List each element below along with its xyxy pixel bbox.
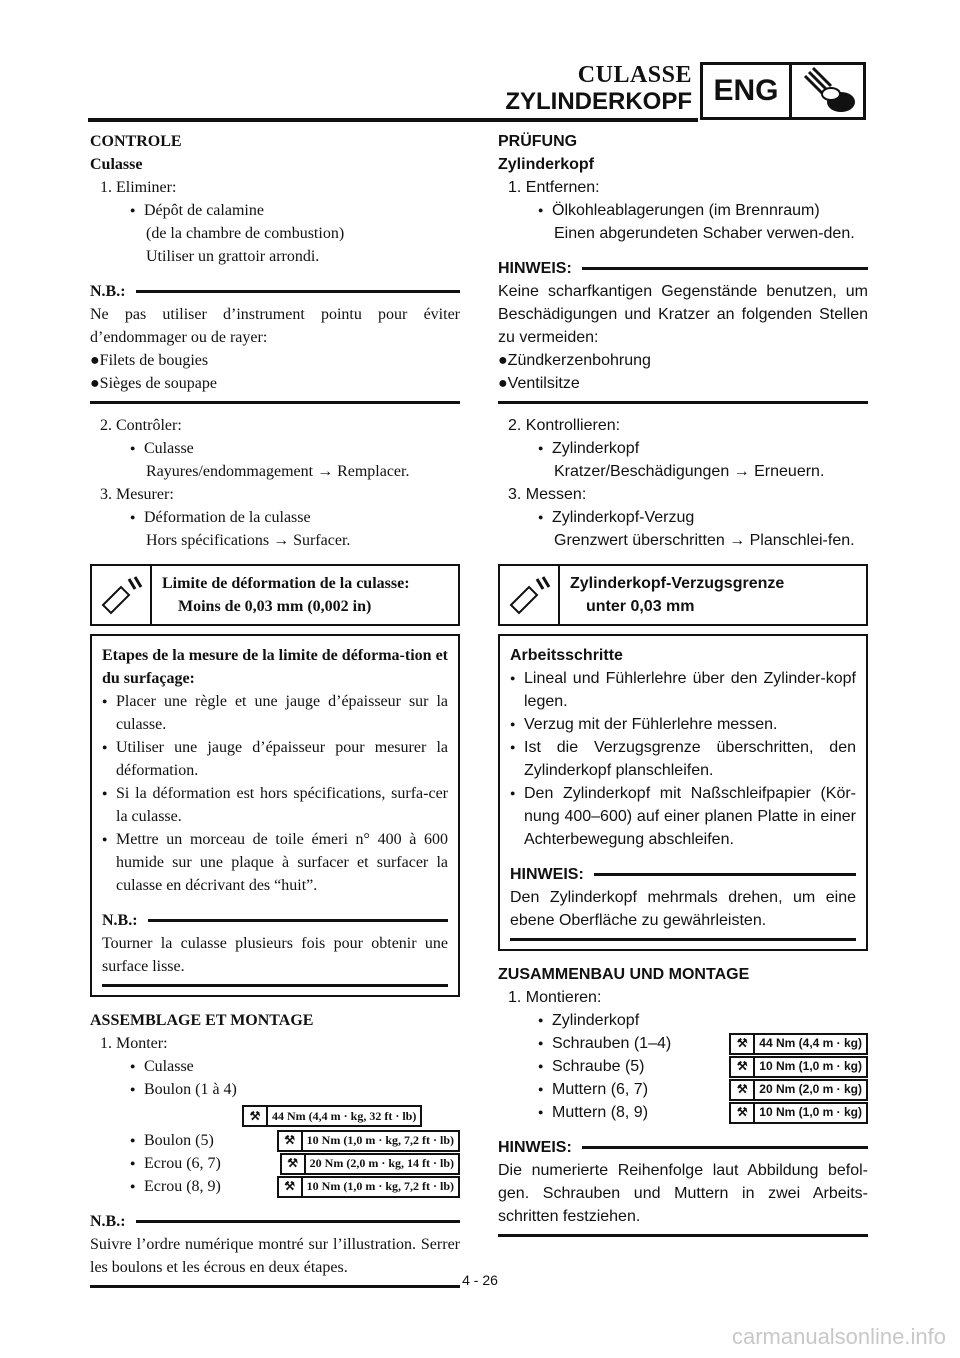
bullet-item: ● Culasse xyxy=(90,437,460,460)
spec-value: unter 0,03 mm xyxy=(586,598,695,615)
nb-bullet: ●Zündkerzenbohrung xyxy=(498,352,651,369)
bullet-item: ● Boulon (5) xyxy=(90,1129,277,1152)
torque-wrench-icon: ⚒ xyxy=(731,1058,755,1076)
note: Hors spécifications → Surfacer. xyxy=(146,532,351,549)
nb-text: Keine scharfkantigen Gegenstände benutzen, um Beschädigungen und Kratzer an folgenden Stellen zu vermeiden: xyxy=(498,283,868,346)
torque-spec: ⚒ 20 Nm (2,0 m · kg, 14 ft · lb) xyxy=(280,1153,460,1175)
section-label: ENG xyxy=(703,65,792,117)
header-title-de: ZYLINDERKOPF xyxy=(505,88,692,115)
header-title-fr: CULASSE xyxy=(577,62,692,88)
nb-rule xyxy=(90,401,460,404)
torque-row xyxy=(90,1129,460,1152)
section-badge xyxy=(700,62,866,120)
torque-wrench-icon: ⚒ xyxy=(279,1178,303,1196)
nb-text: Den Zylinderkopf mehrmals drehen, um eine ebene Oberfläche zu gewährleisten. xyxy=(510,889,856,929)
torque-wrench-icon: ⚒ xyxy=(279,1132,303,1150)
bullet-item: ● Dépôt de calamine xyxy=(90,199,460,222)
torque-spec: ⚒ 10 Nm (1,0 m · kg, 7,2 ft · lb) xyxy=(277,1130,460,1152)
torque-spec: ⚒ 10 Nm (1,0 m · kg, 7,2 ft · lb) xyxy=(277,1176,460,1198)
note: Kratzer/Beschädigungen → Erneuern. xyxy=(554,463,825,480)
nb-text: Suivre l’ordre numérique montré sur l’illustration. Serrer les boulons et les écrous en deux étapes. xyxy=(90,1236,460,1276)
nb-bullet: ●Sièges de soupape xyxy=(90,375,217,392)
note: (de la chambre de combustion) xyxy=(146,225,345,242)
bullet-item: ● Muttern (6, 7) xyxy=(498,1078,729,1101)
nb-text: Die numerierte Reihenfolge laut Abbildung befol-gen. Schrauben und Muttern in zwei Arbeits-schritten festziehen. xyxy=(498,1162,868,1225)
torque-row xyxy=(90,1105,460,1127)
note: Einen abgerundeten Schaber verwen-den. xyxy=(554,225,855,242)
torque-spec: ⚒ 44 Nm (4,4 m · kg, 32 ft · lb) xyxy=(242,1105,422,1127)
bullet-item: ● Déformation de la culasse xyxy=(90,506,460,529)
bullet-item: ● Zylinderkopf-Verzug xyxy=(498,506,868,529)
spec-box xyxy=(90,564,460,626)
bullet-item: ● Boulon (1 à 4) xyxy=(90,1078,460,1101)
nb-header: N.B.: xyxy=(90,1210,460,1233)
engine-gear-icon xyxy=(792,65,863,117)
procedure-title: Arbeitsschritte xyxy=(510,647,623,664)
spec-value: Moins de 0,03 mm (0,002 in) xyxy=(178,598,372,615)
torque-row xyxy=(498,1032,868,1055)
torque-row xyxy=(498,1055,868,1078)
torque-spec: ⚒ 10 Nm (1,0 m · kg) xyxy=(729,1056,868,1078)
step: 3. Mesurer: xyxy=(100,486,174,503)
step: 1. Entfernen: xyxy=(508,179,600,196)
step: 1. Eliminer: xyxy=(100,179,177,196)
procedure-bullet: ● Ist die Verzugsgrenze überschritten, den Zylinderkopf planschleifen. xyxy=(510,736,856,782)
bullet-item: ● Culasse xyxy=(90,1055,460,1078)
torque-wrench-icon: ⚒ xyxy=(731,1035,755,1053)
torque-wrench-icon: ⚒ xyxy=(731,1104,755,1122)
nb-text: Ne pas utiliser d’instrument pointu pour éviter d’endommager ou de rayer: xyxy=(90,306,460,346)
note: Utiliser un grattoir arrondi. xyxy=(146,248,320,265)
subheading: Culasse xyxy=(90,156,143,173)
heading: CONTROLE xyxy=(90,133,182,150)
procedure-box xyxy=(498,634,868,951)
limit-wrench-icon xyxy=(92,566,152,624)
bullet-item: ● Zylinderkopf xyxy=(498,1009,868,1032)
torque-wrench-icon: ⚒ xyxy=(282,1155,306,1173)
procedure-title: Etapes de la mesure de la limite de déforma-tion et du surfaçage: xyxy=(102,647,448,687)
step: 1. Monter: xyxy=(100,1035,168,1052)
bullet-item: ● Ecrou (6, 7) xyxy=(90,1152,280,1175)
nb-bullet: ●Ventilsitze xyxy=(498,375,580,392)
bullet-item: ● Schrauben (1–4) xyxy=(498,1032,729,1055)
procedure-bullet: ● Utiliser une jauge d’épaisseur pour mesurer la déformation. xyxy=(102,736,448,782)
procedure-bullet: ● Den Zylinderkopf mit Naßschleifpapier (Kör-nung 400–600) auf einer planen Platte in einer Achterbewegung abschleifen. xyxy=(510,782,856,851)
procedure-box xyxy=(90,634,460,997)
nb-header: N.B.: xyxy=(90,280,460,303)
nb-rule xyxy=(510,938,856,941)
torque-spec: ⚒ 10 Nm (1,0 m · kg) xyxy=(729,1102,868,1124)
nb-header: N.B.: xyxy=(102,909,448,932)
bullet-item: ● Zylinderkopf xyxy=(498,437,868,460)
spec-box xyxy=(498,564,868,626)
column-german xyxy=(498,130,868,1237)
spec-title: Zylinderkopf-Verzugsgrenze xyxy=(570,575,785,592)
bullet-item: ● Schraube (5) xyxy=(498,1055,729,1078)
watermark[interactable]: carmanualsonline.info xyxy=(731,1324,946,1349)
nb-header: HINWEIS: xyxy=(498,1136,868,1159)
procedure-bullet: ● Placer une règle et une jauge d’épaisseur sur la culasse. xyxy=(102,690,448,736)
page-number: 4 - 26 xyxy=(462,1272,498,1288)
torque-spec: ⚒ 20 Nm (2,0 m · kg) xyxy=(729,1079,868,1101)
assembly-heading: ASSEMBLAGE ET MONTAGE xyxy=(90,1012,314,1029)
nb-text: Tourner la culasse plusieurs fois pour obtenir une surface lisse. xyxy=(102,935,448,975)
note: Rayures/endommagement → Remplacer. xyxy=(146,463,410,480)
bullet-item: ● Muttern (8, 9) xyxy=(498,1101,729,1124)
nb-bullet: ●Filets de bougies xyxy=(90,352,209,369)
bullet-item: ● Ölkohleablagerungen (im Brennraum) xyxy=(498,199,868,222)
torque-row xyxy=(90,1152,460,1175)
step: 2. Kontrollieren: xyxy=(508,417,621,434)
subheading: Zylinderkopf xyxy=(498,156,595,173)
step: 3. Messen: xyxy=(508,486,587,503)
nb-rule xyxy=(498,1234,868,1237)
procedure-bullet: ● Lineal und Fühlerlehre über den Zylinder-kopf legen. xyxy=(510,667,856,713)
nb-header: HINWEIS: xyxy=(498,257,868,280)
step: 1. Montieren: xyxy=(508,989,602,1006)
nb-rule xyxy=(102,984,448,987)
nb-header: HINWEIS: xyxy=(510,863,856,886)
procedure-bullet: ● Mettre un morceau de toile émeri n° 400 à 600 humide sur une plaque à surfacer et surfacer la culasse en décrivant des “huit”. xyxy=(102,828,448,897)
spec-title: Limite de déformation de la culasse: xyxy=(162,575,410,592)
procedure-bullet: ● Verzug mit der Fühlerlehre messen. xyxy=(510,713,856,736)
torque-row xyxy=(498,1101,868,1124)
procedure-bullet: ● Si la déformation est hors spécifications, surfa-cer la culasse. xyxy=(102,782,448,828)
column-french xyxy=(90,130,460,1288)
torque-row xyxy=(90,1175,460,1198)
step: 2. Contrôler: xyxy=(100,417,182,434)
torque-row xyxy=(498,1078,868,1101)
nb-rule xyxy=(498,401,868,404)
limit-wrench-icon xyxy=(500,566,560,624)
note: Grenzwert überschritten → Planschlei-fen. xyxy=(554,532,855,549)
torque-wrench-icon: ⚒ xyxy=(731,1081,755,1099)
heading: PRÜFUNG xyxy=(498,133,578,150)
assembly-heading: ZUSAMMENBAU UND MONTAGE xyxy=(498,966,750,983)
bullet-item: ● Ecrou (8, 9) xyxy=(90,1175,277,1198)
torque-wrench-icon: ⚒ xyxy=(244,1107,268,1125)
header-rule xyxy=(88,118,698,122)
torque-spec: ⚒ 44 Nm (4,4 m · kg) xyxy=(729,1033,868,1055)
